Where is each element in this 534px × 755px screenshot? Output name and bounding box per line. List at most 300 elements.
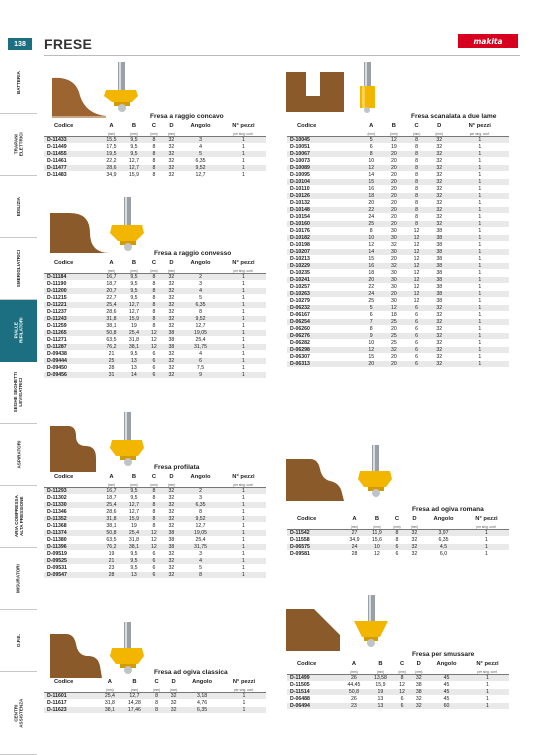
table-unit-cell: (mm): [163, 268, 181, 273]
table-cell: 9,5: [123, 350, 145, 357]
table-row: [44, 515, 266, 522]
table-cell: 34,9: [100, 171, 122, 178]
product-code-cell: D-11237: [44, 308, 100, 315]
product-code-cell: D-10067: [287, 150, 360, 157]
table-row: [287, 136, 509, 143]
table-unit-cell: (mm): [163, 131, 181, 136]
table-cell: 12: [405, 276, 428, 283]
table-cell: 32: [163, 287, 181, 294]
table-cell: 1: [451, 290, 509, 297]
table-unit-cell: per sing. conf.: [221, 131, 266, 136]
table-cell: 32: [163, 164, 181, 171]
table-row: [44, 136, 266, 143]
sidebar-tab-label-line: CENTRI: [13, 704, 19, 722]
table-cell: 32: [163, 273, 181, 280]
table-cell: 25: [383, 332, 406, 339]
table-header-cell: N° pezzi: [466, 660, 509, 669]
product-code-cell: D-06282: [287, 339, 360, 346]
table-cell: 31,8: [123, 336, 145, 343]
table-cell: 25,4: [100, 301, 122, 308]
table-cell: 38: [163, 343, 181, 350]
product-code-cell: D-11461: [44, 157, 100, 164]
table-cell: 32: [428, 185, 451, 192]
table-cell: 32: [163, 308, 181, 315]
product-code-cell: D-11623: [44, 706, 99, 713]
table-cell: 8: [405, 199, 428, 206]
table-cell: 8: [148, 699, 165, 706]
table-cell: 25: [360, 297, 383, 304]
table-cell: 19: [367, 688, 394, 695]
table-cell: 32: [163, 157, 181, 164]
table-unit-cell: (mm): [405, 131, 428, 136]
product-code-cell: D-06254: [287, 318, 360, 325]
table-cell: 9,52: [180, 164, 221, 171]
table-row: [287, 171, 509, 178]
sidebar-tab[interactable]: [0, 114, 37, 176]
table-unit-cell: per sing. conf.: [451, 131, 509, 136]
table-cell: 38: [428, 248, 451, 255]
table-cell: 19,5: [100, 150, 122, 157]
table-cell: 6: [405, 304, 428, 311]
table-cell: 18,7: [100, 280, 122, 287]
table-cell: 15,9: [367, 681, 394, 688]
table-cell: 1: [451, 304, 509, 311]
router-bit-convex-photo: [46, 195, 146, 255]
table-row: [287, 529, 509, 536]
product-code-cell: D-10279: [287, 297, 360, 304]
product-table: [287, 515, 509, 558]
table-cell: 32: [428, 171, 451, 178]
table-row: [287, 220, 509, 227]
table-cell: 1: [451, 234, 509, 241]
table-cell: 1: [221, 364, 266, 371]
table-cell: 38: [410, 688, 427, 695]
table-cell: 1: [451, 227, 509, 234]
table-cell: 17,46: [121, 706, 148, 713]
table-cell: 32: [163, 487, 181, 494]
product-code-cell: D-06276: [287, 332, 360, 339]
table-cell: 6: [405, 325, 428, 332]
table-cell: 9,5: [123, 150, 145, 157]
table-cell: 8: [145, 508, 163, 515]
table-cell: 8: [394, 674, 411, 681]
table-cell: 5: [180, 564, 221, 571]
table-cell: 10: [366, 543, 388, 550]
table-cell: 12: [405, 262, 428, 269]
table-cell: 38,1: [100, 522, 122, 529]
router-bit-concave-photo: [46, 60, 146, 120]
table-cell: 38: [428, 255, 451, 262]
table-header-cell: Codice: [44, 678, 99, 687]
table-cell: 6: [394, 702, 411, 709]
sidebar-tab[interactable]: [0, 176, 37, 238]
table-cell: 1: [221, 501, 266, 508]
table-cell: 6: [145, 571, 163, 578]
table-unit-cell: per sing. conf.: [466, 669, 509, 674]
table-cell: 27: [343, 529, 365, 536]
sidebar-tab[interactable]: [0, 238, 37, 300]
sidebar-tab[interactable]: [0, 362, 37, 424]
table-cell: 12: [360, 164, 383, 171]
product-title: Fresa ad ogiva romana: [412, 506, 484, 513]
product-code-cell: D-11601: [44, 692, 99, 699]
product-code-cell: D-10182: [287, 234, 360, 241]
table-cell: 1: [451, 171, 509, 178]
table-cell: 5: [180, 294, 221, 301]
table-cell: 25: [383, 318, 406, 325]
table-cell: 32: [163, 136, 181, 143]
table-cell: 38: [428, 269, 451, 276]
table-unit-cell: (mm): [100, 268, 122, 273]
table-row: [287, 269, 509, 276]
product-code-cell: D-09547: [44, 571, 100, 578]
product-code-cell: D-11190: [44, 280, 100, 287]
table-cell: 8: [145, 501, 163, 508]
table-unit-cell: (mm): [100, 131, 122, 136]
table-cell: 8: [180, 508, 221, 515]
table-cell: 19,05: [180, 329, 221, 336]
product-title: Fresa a raggio concavo: [150, 113, 224, 120]
table-unit-cell: (mm): [388, 524, 406, 529]
table-cell: 25,4: [180, 336, 221, 343]
table-cell: 18: [383, 311, 406, 318]
table-cell: 12: [405, 290, 428, 297]
table-cell: 6: [405, 318, 428, 325]
table-row: [287, 353, 509, 360]
product-table: [44, 678, 266, 714]
table-cell: 8: [180, 571, 221, 578]
sidebar-tab-label-line: LEVIGATRICI: [18, 378, 24, 407]
page-title: FRESE: [44, 36, 93, 52]
table-cell: 6: [145, 550, 163, 557]
table-row: [44, 364, 266, 371]
table-cell: 6,35: [180, 157, 221, 164]
table-cell: 12,7: [123, 164, 145, 171]
table-cell: 28,6: [100, 308, 122, 315]
product-code-cell: D-06313: [287, 360, 360, 367]
table-cell: 38: [428, 290, 451, 297]
table-cell: 14,28: [121, 699, 148, 706]
table-header-row: [287, 660, 509, 669]
table-cell: 20,7: [100, 287, 122, 294]
table-cell: 8: [145, 308, 163, 315]
table-cell: 1: [466, 674, 509, 681]
table-header-cell: B: [383, 122, 406, 131]
product-code-cell: D-06298: [287, 346, 360, 353]
table-cell: 16: [360, 262, 383, 269]
table-cell: 9,5: [123, 494, 145, 501]
table-cell: 32: [428, 206, 451, 213]
table-row: [44, 315, 266, 322]
product-code-cell: D-11449: [44, 143, 100, 150]
table-cell: 32: [163, 280, 181, 287]
table-cell: 9,5: [123, 136, 145, 143]
table-cell: 32: [410, 695, 427, 702]
table-row: [287, 199, 509, 206]
table-cell: 38: [428, 262, 451, 269]
product-code-cell: D-11271: [44, 336, 100, 343]
table-cell: 21: [100, 557, 122, 564]
table-cell: 4: [180, 557, 221, 564]
sidebar-tab[interactable]: [0, 610, 37, 672]
table-cell: 9,5: [123, 550, 145, 557]
table-row: [44, 164, 266, 171]
table-header-cell: B: [123, 473, 145, 482]
table-cell: 23: [100, 564, 122, 571]
table-cell: 1: [451, 318, 509, 325]
product-code-cell: D-10263: [287, 290, 360, 297]
table-cell: 32: [428, 199, 451, 206]
table-cell: 12,7: [121, 692, 148, 699]
router-bit-classic-ogee-photo: [46, 622, 146, 680]
table-cell: 12: [383, 136, 406, 143]
table-cell: 20: [360, 199, 383, 206]
table-cell: 32: [163, 501, 181, 508]
table-row: [44, 350, 266, 357]
product-code-cell: D-11505: [287, 681, 341, 688]
table-cell: 20: [360, 360, 383, 367]
table-cell: 6: [145, 350, 163, 357]
table-cell: 8: [145, 171, 163, 178]
table-cell: 30: [383, 297, 406, 304]
table-cell: 8: [145, 273, 163, 280]
table-cell: 8: [145, 494, 163, 501]
table-unit-cell: (mm): [367, 669, 394, 674]
table-row: [44, 529, 266, 536]
table-row: [287, 276, 509, 283]
table-cell: 20: [383, 164, 406, 171]
table-cell: 15: [360, 255, 383, 262]
table-row: [44, 550, 266, 557]
table-cell: 20: [383, 157, 406, 164]
table-cell: 9,5: [123, 273, 145, 280]
sidebar-tab-label: [13, 372, 23, 412]
table-row: [287, 192, 509, 199]
table-cell: 19: [123, 322, 145, 329]
table-cell: 38: [410, 681, 427, 688]
table-header-cell: C: [145, 473, 163, 482]
table-unit-cell: (mm): [366, 524, 388, 529]
table-cell: 6: [394, 695, 411, 702]
sidebar-tab[interactable]: [0, 672, 37, 755]
table-cell: 6: [180, 357, 221, 364]
table-cell: 12: [360, 241, 383, 248]
table-cell: 13,58: [367, 674, 394, 681]
table-cell: 9,52: [180, 315, 221, 322]
table-cell: 38,1: [100, 322, 122, 329]
sidebar-tab[interactable]: [0, 486, 37, 548]
table-unit-cell: (mm): [394, 669, 411, 674]
table-cell: 8: [405, 185, 428, 192]
product-code-cell: D-10045: [287, 136, 360, 143]
table-cell: 1: [221, 136, 266, 143]
product-code-cell: D-10154: [287, 213, 360, 220]
table-header-cell: A: [360, 122, 383, 131]
table-cell: 32: [163, 294, 181, 301]
table-cell: 38: [428, 227, 451, 234]
table-header-cell: B: [123, 122, 145, 131]
router-bit-chamfer-photo: [284, 595, 394, 653]
table-row: [44, 494, 266, 501]
product-code-cell: D-10073: [287, 157, 360, 164]
table-cell: 32: [428, 150, 451, 157]
table-cell: 4: [180, 143, 221, 150]
table-row: [44, 143, 266, 150]
table-unit-cell: (mm): [121, 687, 148, 692]
table-cell: 8: [145, 287, 163, 294]
sidebar-tab-label: [16, 197, 21, 216]
table-row: [287, 241, 509, 248]
product-code-cell: D-10257: [287, 283, 360, 290]
table-unit-cell: per sing. conf.: [222, 687, 266, 692]
sidebar-tab[interactable]: [0, 52, 37, 114]
table-row: [44, 301, 266, 308]
table-cell: 12: [145, 336, 163, 343]
table-cell: 20: [383, 325, 406, 332]
product-code-cell: D-06232: [287, 304, 360, 311]
table-header-cell: A: [100, 122, 122, 131]
table-cell: 6,0: [423, 550, 464, 557]
table-row: [44, 699, 266, 706]
table-cell: 32: [428, 332, 451, 339]
table-cell: 32: [383, 241, 406, 248]
table-header-cell: B: [366, 515, 388, 524]
table-cell: 6: [360, 311, 383, 318]
product-code-cell: D-11287: [44, 343, 100, 350]
table-row: [44, 487, 266, 494]
table-cell: 1: [221, 164, 266, 171]
table-unit-cell: (mm): [148, 687, 165, 692]
table-cell: 8: [405, 220, 428, 227]
product-title: Fresa profilata: [154, 464, 200, 471]
table-row: [287, 248, 509, 255]
table-header-cell: B: [121, 678, 148, 687]
table-cell: 32: [163, 371, 181, 378]
table-cell: 1: [451, 185, 509, 192]
table-cell: 32: [428, 325, 451, 332]
product-code-cell: D-06167: [287, 311, 360, 318]
product-code-cell: D-11302: [44, 494, 100, 501]
product-code-cell: D-11265: [44, 329, 100, 336]
table-row: [44, 157, 266, 164]
table-cell: 6: [405, 353, 428, 360]
table-cell: 12: [405, 241, 428, 248]
table-cell: 25,4: [100, 501, 122, 508]
table-cell: 1: [221, 273, 266, 280]
table-cell: 9,5: [123, 143, 145, 150]
table-cell: 24: [360, 290, 383, 297]
table-cell: 32: [428, 339, 451, 346]
table-cell: 4: [180, 350, 221, 357]
table-cell: 6: [388, 550, 406, 557]
sidebar-tab-label-line: ASSISTENZA: [18, 698, 24, 728]
product-code-cell: D-10051: [287, 143, 360, 150]
table-header-cell: N° pezzi: [221, 259, 266, 268]
product-code-cell: D-09438: [44, 350, 100, 357]
sidebar-tab[interactable]: [0, 300, 37, 362]
table-cell: 45: [427, 674, 466, 681]
table-cell: 6: [145, 357, 163, 364]
table-unit-cell: (mm): [428, 131, 451, 136]
product-code-cell: D-10132: [287, 199, 360, 206]
table-cell: 12,7: [180, 171, 221, 178]
product-code-cell: D-10207: [287, 248, 360, 255]
table-row: [44, 522, 266, 529]
table-row: [287, 262, 509, 269]
table-cell: 31,8: [123, 536, 145, 543]
table-cell: 6: [405, 360, 428, 367]
table-cell: 8: [148, 692, 165, 699]
table-unit-cell: per sing. conf.: [221, 268, 266, 273]
table-row: [287, 283, 509, 290]
table-cell: 1: [464, 529, 509, 536]
product-code-cell: D-11184: [44, 273, 100, 280]
table-row: [44, 343, 266, 350]
product-table: [44, 259, 266, 379]
product-code-cell: D-10241: [287, 276, 360, 283]
table-cell: 14: [360, 248, 383, 255]
table-cell: 12,7: [123, 508, 145, 515]
table-cell: 31: [100, 371, 122, 378]
product-code-cell: D-11259: [44, 322, 100, 329]
table-cell: 15,5: [100, 136, 122, 143]
table-cell: 1: [221, 308, 266, 315]
table-cell: 26: [341, 695, 368, 702]
product-code-cell: D-11396: [44, 543, 100, 550]
product-code-cell: D-11483: [44, 171, 100, 178]
product-table: [287, 122, 509, 368]
table-cell: 20: [383, 206, 406, 213]
sidebar-tab-label-line: ALTA PRESSIONE: [18, 496, 24, 537]
sidebar-tab-label: [13, 496, 23, 538]
table-cell: 13: [123, 357, 145, 364]
table-cell: 19: [123, 522, 145, 529]
table-header-cell: N° pezzi: [221, 473, 266, 482]
table-cell: 38,1: [123, 343, 145, 350]
table-cell: 1: [451, 150, 509, 157]
product-code-cell: D-10160: [287, 220, 360, 227]
sidebar-tab-label-line: BATTERIA: [15, 71, 21, 94]
table-cell: 24: [360, 213, 383, 220]
table-cell: 31,75: [180, 343, 221, 350]
table-unit-cell: (mm): [343, 524, 365, 529]
table-cell: 8: [145, 315, 163, 322]
table-cell: 10: [360, 339, 383, 346]
table-row: [44, 308, 266, 315]
table-cell: 13: [123, 571, 145, 578]
table-cell: 20: [383, 290, 406, 297]
table-cell: 22,2: [100, 157, 122, 164]
sidebar-tab[interactable]: [0, 548, 37, 610]
product-code-cell: D-10110: [287, 185, 360, 192]
table-cell: 1: [221, 315, 266, 322]
table-cell: 20: [383, 171, 406, 178]
table-cell: 11,9: [366, 529, 388, 536]
product-code-cell: D-11221: [44, 301, 100, 308]
sidebar-tab[interactable]: [0, 424, 37, 486]
table-row: [287, 688, 509, 695]
table-cell: 1: [451, 276, 509, 283]
table-cell: 32: [163, 143, 181, 150]
table-unit-cell: (mm): [145, 131, 163, 136]
table-header-cell: B: [123, 259, 145, 268]
table-cell: 1: [466, 702, 509, 709]
table-row: [287, 206, 509, 213]
product-code-cell: D-11368: [44, 522, 100, 529]
table-row: [44, 294, 266, 301]
table-row: [44, 536, 266, 543]
product-code-cell: D-11330: [44, 501, 100, 508]
